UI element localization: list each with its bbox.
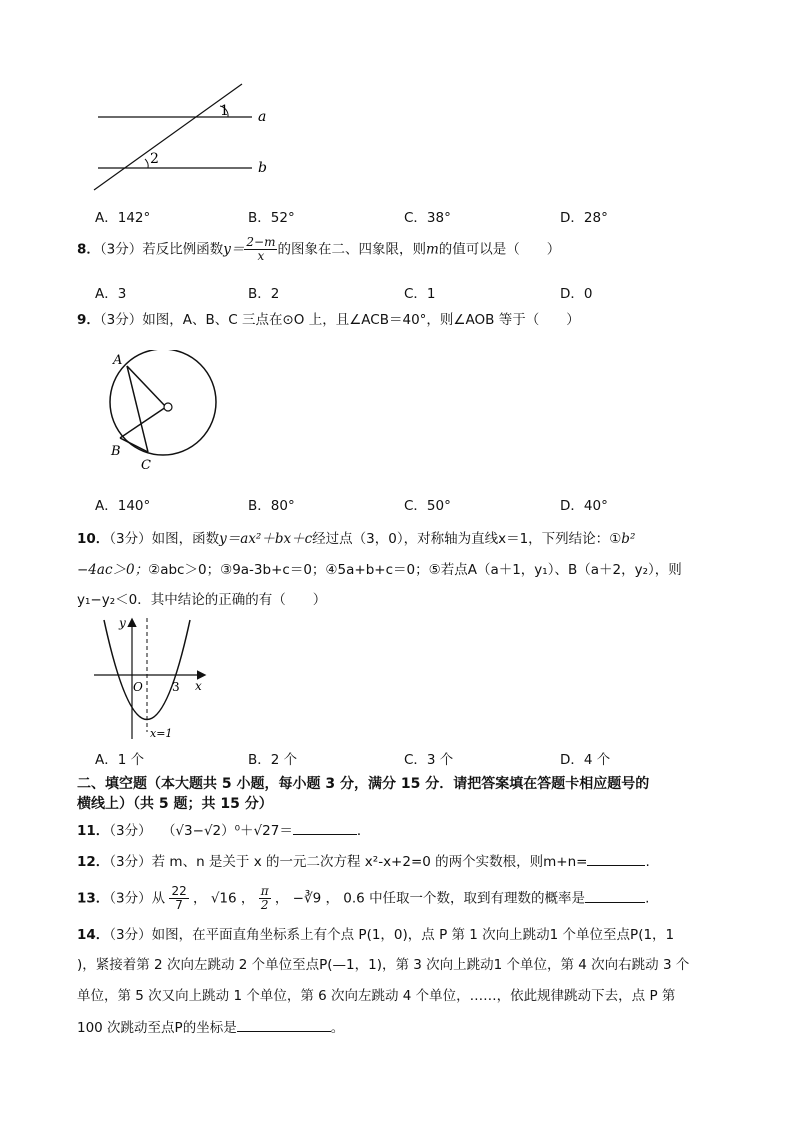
q10-circle-1: ① — [609, 531, 622, 547]
q11-answer-blank[interactable] — [293, 820, 357, 835]
q14-number: 14． — [77, 927, 110, 943]
q13-stem — [77, 885, 649, 912]
seg-ac — [127, 366, 148, 452]
q12-number: 12． — [77, 854, 110, 870]
q11-stem — [77, 820, 370, 841]
q13-frac-22-7 — [169, 885, 188, 912]
q11-expr: （√3−√2）⁰＋√27＝ — [161, 823, 293, 839]
q9-text: 如图，A、B、C 三点在⊙O 上，且∠ACB＝40°，则∠AOB 等于（ ） — [142, 312, 580, 328]
q8-fraction — [244, 236, 277, 263]
q7-option-a[interactable]: A．142° — [95, 210, 151, 226]
label-y: y — [119, 616, 126, 630]
q10-s5: 若点A（a＋1，y₁）、B（a＋2，y₂），则 — [440, 562, 682, 578]
q13-frac2-den: 2 — [260, 898, 269, 912]
q11-score: （3分） — [109, 823, 152, 839]
section2-heading-line1: 二、填空题（本大题共 5 小题，每小题 3 分，满分 15 分．请把答案填在答题卡相应题号的 — [77, 776, 650, 792]
q10-text-b: 经过点（3，0），对称轴为直线x＝1，下列结论： — [312, 531, 610, 547]
q10-line3-text: y₁−y₂＜0．其中结论的正确的有（ ） — [77, 592, 327, 608]
q8-option-b[interactable]: B．2 — [248, 286, 280, 302]
q7-figure — [90, 80, 280, 195]
q13-sqrt16: √16 — [210, 890, 237, 907]
q10-circle-5: ⑤ — [428, 562, 441, 578]
q10-circle-2: ② — [148, 562, 161, 578]
q8-frac-num: 2−m — [246, 235, 276, 249]
q13-score: （3分） — [109, 890, 152, 907]
q10-s3: 9a-3b+c＝0； — [232, 562, 326, 578]
q13-number: 13． — [77, 890, 110, 907]
q13-sep2: ， — [240, 890, 255, 907]
q13-frac-pi-2 — [259, 885, 271, 912]
q11-end: ． — [356, 823, 371, 839]
q14-line1-text: 如图，在平面直角坐标系上有个点 P(1，0)，点 P 第 1 次向上跳动1 个单位至点P(1，1 — [151, 927, 675, 943]
q14-line4 — [77, 1017, 344, 1038]
angle-2-arc — [145, 159, 148, 168]
q10-s4: 5a+b+c＝0； — [337, 562, 429, 578]
q12-answer-blank[interactable] — [587, 851, 645, 866]
q10-func: y＝ax²＋bx＋c — [219, 531, 313, 547]
q12-end: . — [645, 854, 650, 870]
q8-option-c[interactable]: C．1 — [404, 286, 436, 302]
q13-end: . — [645, 890, 650, 907]
q9-option-a[interactable]: A．140° — [95, 498, 151, 514]
label-axis: x=1 — [150, 727, 173, 740]
q9-option-d[interactable]: D．40° — [560, 498, 608, 514]
q12-score: （3分） — [109, 854, 152, 870]
q9-stem — [77, 310, 580, 330]
q13-pre: 从 — [151, 890, 166, 907]
q10-circle-4: ④ — [325, 562, 338, 578]
q14-line1 — [77, 925, 674, 945]
label-3: 3 — [172, 680, 180, 694]
q13-sep3: ， — [274, 890, 289, 907]
q8-y-eq: y＝ — [223, 241, 245, 258]
q8-text-end: 的值可以是（ ） — [438, 241, 561, 258]
q10-option-b[interactable]: B．2 个 — [248, 752, 298, 768]
transversal — [94, 84, 242, 190]
q7-option-d[interactable]: D．28° — [560, 210, 608, 226]
q13-sep4: ， — [325, 890, 339, 907]
q10-s1: −4ac＞0； — [77, 562, 149, 578]
label-a: a — [258, 109, 267, 125]
q10-line3 — [77, 590, 326, 610]
q8-text-after: 的图象在二、四象限，则 — [277, 241, 426, 258]
label-x: x — [195, 679, 202, 693]
q13-cbrt9: −∛9 — [292, 890, 322, 907]
q14-line3: 单位，第 5 次又向上跳动 1 个单位，第 6 次向左跳动 4 个单位，……，依此规律跳动下去，点 P 第 — [77, 988, 676, 1004]
q14-line2: )，紧接着第 2 次向左跳动 2 个单位至点P(—1，1)，第 3 次向上跳动1 个单位，第 4 次向右跳动 3 个 — [77, 957, 690, 973]
q9-option-b[interactable]: B．80° — [248, 498, 295, 514]
q10-circle-3: ③ — [220, 562, 233, 578]
label-c: C — [141, 458, 151, 473]
q8-score: （3分） — [99, 241, 143, 258]
q8-option-a[interactable]: A．3 — [95, 286, 127, 302]
q13-post: 中任取一个数，取到有理数的概率是 — [369, 890, 586, 907]
q13-frac1-num: 22 — [171, 884, 187, 898]
q10-s2: abc＞0； — [160, 562, 221, 578]
q10-option-a[interactable]: A．1 个 — [95, 752, 145, 768]
q13-sep1: ， — [193, 890, 207, 907]
q13-answer-blank[interactable] — [585, 888, 645, 903]
q10-number: 10． — [77, 531, 110, 547]
q8-number: 8． — [77, 241, 100, 258]
q9-figure — [105, 350, 225, 475]
q10-line1 — [77, 529, 635, 549]
q10-line2 — [77, 560, 682, 580]
q12-text: 若 m、n 是关于 x 的一元二次方程 x²-x+2=0 的两个实数根，则m+n= — [151, 854, 588, 870]
q10-text-a: 如图，函数 — [151, 531, 220, 547]
section2-heading-line2: 横线上）（共 5 题；共 15 分） — [77, 796, 273, 812]
q10-score: （3分） — [109, 531, 152, 547]
q14-line4-text: 100 次跳动至点P的坐标是 — [77, 1020, 237, 1036]
q7-option-b[interactable]: B．52° — [248, 210, 295, 226]
q12-stem — [77, 851, 650, 872]
q11-number: 11． — [77, 823, 110, 839]
q9-number: 9． — [77, 312, 100, 328]
center-o-mark — [164, 403, 172, 411]
q8-option-d[interactable]: D．0 — [560, 286, 593, 302]
q8-stem — [77, 236, 560, 263]
q7-option-c[interactable]: C．38° — [404, 210, 451, 226]
q13-decimal: 0.6 — [343, 890, 365, 907]
label-o: O — [133, 680, 143, 694]
q14-score: （3分） — [109, 927, 152, 943]
seg-bc — [120, 438, 148, 452]
label-1: 1 — [220, 103, 229, 119]
q13-frac2-num: π — [260, 884, 269, 898]
label-b: b — [258, 160, 267, 176]
q10-figure — [92, 614, 212, 744]
q10-b2: b² — [621, 531, 636, 547]
seg-ao — [127, 366, 166, 407]
q13-frac1-den: 7 — [175, 898, 183, 912]
label-2: 2 — [150, 151, 159, 167]
q10-option-c[interactable]: C．3 个 — [404, 752, 454, 768]
q8-m: m — [425, 241, 439, 258]
label-a: A — [113, 353, 123, 368]
q10-option-d[interactable]: D．4 个 — [560, 752, 611, 768]
q8-text-before: 若反比例函数 — [142, 241, 224, 258]
q14-answer-blank[interactable] — [237, 1017, 331, 1032]
label-b: B — [111, 444, 121, 459]
q14-end: 。 — [330, 1020, 345, 1036]
q9-option-c[interactable]: C．50° — [404, 498, 451, 514]
q8-frac-den: x — [257, 249, 265, 263]
circle-o — [110, 350, 216, 455]
q9-score: （3分） — [99, 312, 143, 328]
